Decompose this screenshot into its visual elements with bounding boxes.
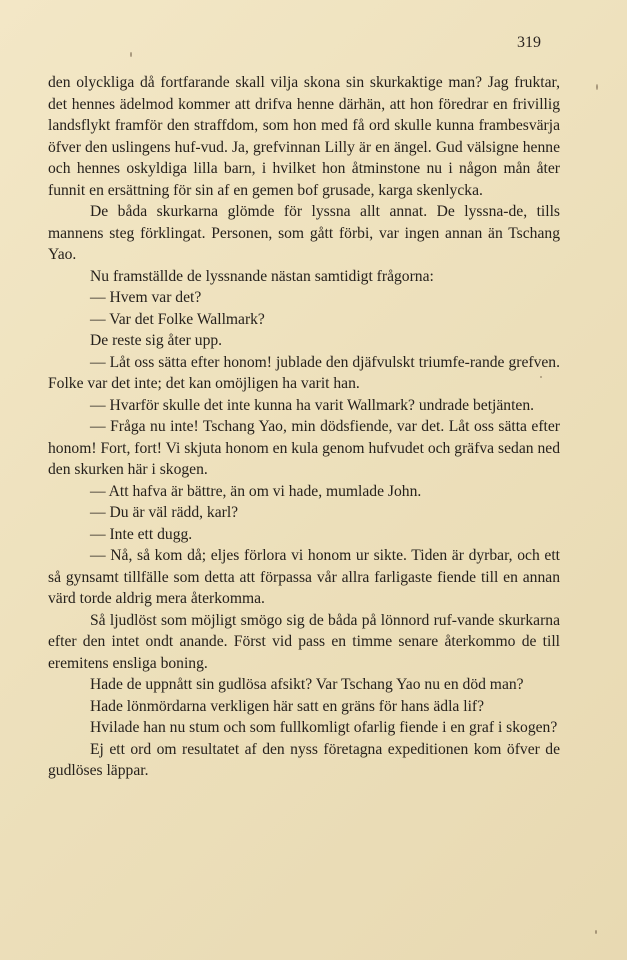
- paper-speck: [596, 84, 598, 90]
- dialogue-line: — Nå, så kom då; eljes förlora vi honom ur sikte. Tiden är dyrbar, och ett så gynsamt tillfälle som detta att förpassa vår allra farligaste fiende till en annan värd torde aldrig mera återkomma.: [48, 547, 560, 607]
- dialogue-line: — Du är väl rädd, karl?: [90, 504, 239, 521]
- paragraph: Hade lönmördarna verkligen här satt en gräns för hans ädla lif?: [90, 697, 485, 715]
- paper-speck: [130, 52, 132, 57]
- dialogue-line: — Var det Folke Wallmark?: [90, 310, 265, 328]
- dialogue-line: — Hvem var det?: [90, 289, 202, 306]
- dialogue-line: — Fråga nu inte! Tschang Yao, min dödsfiende, var det. Låt oss sätta efter honom! Fort, fort! Vi skjuta honom en kula genom hufvudet och gräfva sedan ned den skurken här i skogen.: [48, 418, 560, 478]
- dialogue-line: — Inte ett dugg.: [90, 525, 193, 543]
- dialogue-line: — Låt oss sätta efter honom! jublade den djäfvulskt triumfe-rande grefven. Folke var det inte; det kan omöjligen ha varit han.: [48, 353, 560, 392]
- page-number: 319: [517, 34, 541, 51]
- paper-speck: [540, 376, 542, 378]
- paper-speck: [595, 930, 597, 934]
- paragraph: Hade de uppnått sin gudlösa afsikt? Var Tschang Yao nu en död man?: [90, 676, 524, 693]
- paragraph: De båda skurkarna glömde för lyssna allt annat. De lyssna-de, tills mannens steg förklingat. Personen, som gått förbi, var ingen annan än Tschang Yao.: [48, 203, 560, 263]
- dialogue-line: — Hvarför skulle det inte kunna ha varit Wallmark? undrade betjänten.: [90, 396, 535, 414]
- paragraph: De reste sig åter upp.: [90, 332, 223, 349]
- dialogue-line: — Att hafva är bättre, än om vi hade, mumlade John.: [90, 482, 422, 500]
- paragraph: Nu framställde de lyssnande nästan samtidigt frågorna:: [90, 267, 434, 285]
- body-text: [48, 72, 560, 782]
- paragraph: den olyckliga då fortfarande skall vilja skona sin skurkaktige man? Jag fruktar, det hennes ädelmod kommer att drifva henne därhän, att hon föredrar en frivillig landsflykt framför den straffdom, som hon med få ord skulle kunna frambesvärja öfver den uslingens huf-vud. Ja, grefvinnan Lilly är en ängel. Gud välsigne henne och hennes oskyldiga lilla barn, i hvilket hon åtminstone nu i någon mån åter funnit en ersättning för sin af en gemen bof grusade, karga skenlycka.: [48, 74, 560, 199]
- paragraph: Hvilade han nu stum och som fullkomligt ofarlig fiende i en graf i skogen?: [90, 719, 558, 736]
- paragraph: Så ljudlöst som möjligt smögo sig de båda på lönnord ruf-vande skurkarna efter den intet ondt anande. Först vid pass en timme senare återkommo de till eremitens ensliga boning.: [48, 611, 560, 672]
- paragraph: Ej ett ord om resultatet af den nyss företagna expeditionen kom öfver de gudlöses läppar.: [48, 740, 560, 779]
